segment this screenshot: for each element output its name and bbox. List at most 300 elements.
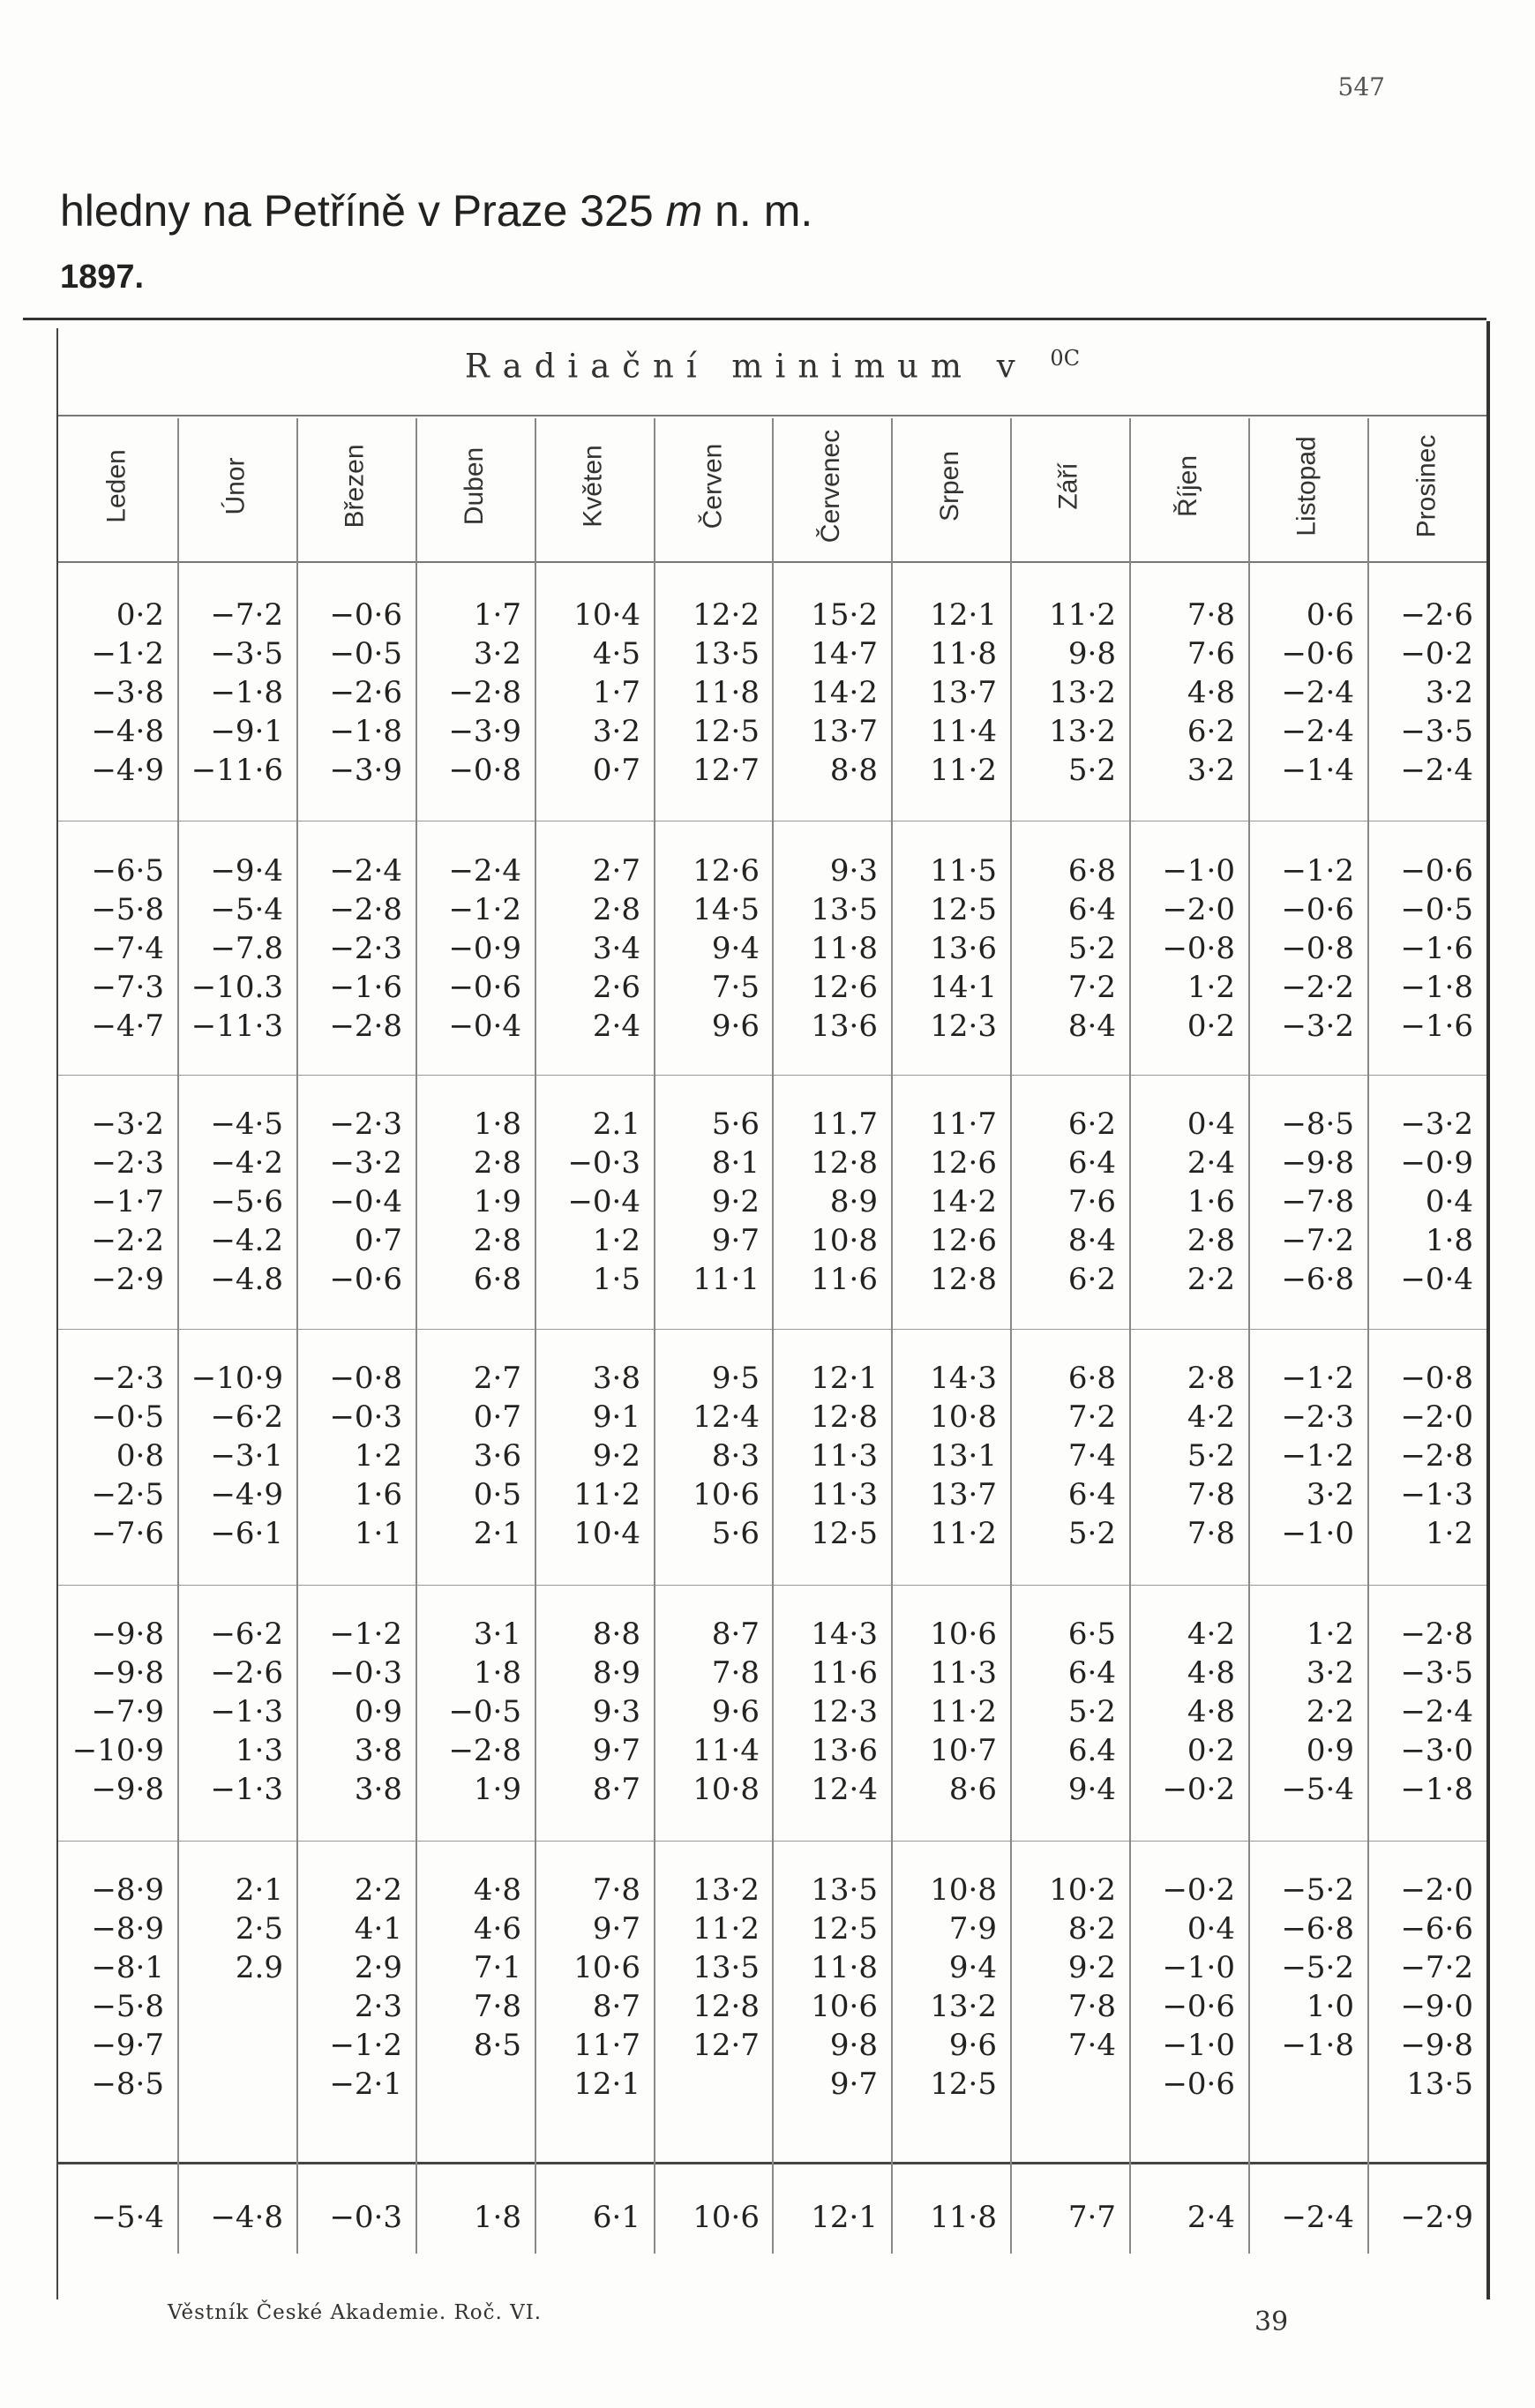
table-cell: −0·3	[329, 1399, 402, 1435]
table-cell: 12·8	[930, 1262, 997, 1297]
table-cell: −0·6	[448, 970, 521, 1005]
table-cell: −1·4	[1281, 753, 1354, 788]
table-cell: 6·8	[473, 1262, 521, 1297]
table-cell: 8·3	[711, 1438, 760, 1474]
table-cell: −3·1	[210, 1438, 283, 1474]
table-cell: 2·1	[235, 1872, 283, 1908]
month-label: Prosinec	[1411, 434, 1441, 538]
month-label: Červen	[698, 443, 727, 529]
table-cell: 2·4	[1187, 1145, 1235, 1181]
table-cell: 12·1	[573, 2067, 640, 2102]
table-cell: 4·8	[1187, 1694, 1235, 1729]
table-cell: −9·4	[210, 853, 283, 889]
table-cell: 9·8	[1067, 636, 1116, 671]
average-cell: 7·7	[1067, 2200, 1116, 2235]
table-cell: −1·8	[210, 675, 283, 710]
table-cell: −0·2	[1162, 1772, 1235, 1807]
table-cell: −2·8	[1400, 1438, 1473, 1474]
table-cell: −5·2	[1281, 1872, 1354, 1908]
table-cell: 9·7	[592, 1911, 640, 1947]
table-cell: 5·2	[1067, 753, 1116, 788]
table-cell: 2·2	[1306, 1694, 1354, 1729]
average-cell: 10·6	[693, 2200, 760, 2235]
average-cell: 2·4	[1187, 2200, 1235, 2235]
table-cell: −0·3	[567, 1145, 640, 1181]
table-cell: 7·9	[948, 1911, 997, 1947]
table-cell: 2·9	[354, 1950, 402, 1985]
average-cell: −2·4	[1281, 2200, 1354, 2235]
table-cell	[416, 2065, 534, 2104]
table-cell: 12·7	[693, 753, 760, 788]
table-cell: 9·7	[592, 1733, 640, 1768]
table-cell: 6·2	[1067, 1106, 1116, 1142]
table-cell: 9·8	[829, 2028, 878, 2063]
table-cell: 5·6	[711, 1106, 760, 1142]
table-cell: 13·6	[811, 1009, 878, 1044]
table-cell: 12·8	[693, 1989, 760, 2024]
table-cell: −0·3	[329, 1655, 402, 1691]
table-cell: 11·8	[693, 675, 760, 710]
table-cell: −8·1	[91, 1950, 164, 1985]
table-cell: 2·6	[592, 970, 640, 1005]
table-cell: −0·4	[1400, 1262, 1473, 1297]
table-cell: 7·8	[473, 1989, 521, 2024]
table-cell: 11·2	[930, 753, 997, 788]
table-cell: 12·1	[811, 1361, 878, 1396]
table-cell: 0·8	[116, 1438, 164, 1474]
table-cell: −2·4	[1281, 675, 1354, 710]
table-cell: −3·5	[1400, 1655, 1473, 1691]
table-cell: 1·3	[235, 1733, 283, 1768]
table-cell: 14·5	[693, 892, 760, 927]
month-label: Listopad	[1292, 436, 1322, 536]
table-cell: 9·7	[711, 1223, 760, 1258]
average-cell: −0·3	[329, 2200, 402, 2235]
table-cell: 2·4	[592, 1009, 640, 1044]
table-cell: 10·2	[1049, 1872, 1116, 1908]
table-cell: 9·4	[1067, 1772, 1116, 1807]
table-cell: 7·8	[1067, 1989, 1116, 2024]
table-cell: 12·4	[693, 1399, 760, 1435]
table-cell: 1·5	[592, 1262, 640, 1297]
table-cell: 3·2	[1425, 675, 1473, 710]
table-cell: 4·8	[473, 1872, 521, 1908]
page-number: 547	[1337, 72, 1385, 101]
table-cell: 7·4	[1067, 2028, 1116, 2063]
average-cell: 6·1	[592, 2200, 640, 2235]
table-cell: −4·7	[91, 1009, 164, 1044]
table-cell: −1·8	[1400, 1772, 1473, 1807]
title-unit: m	[665, 186, 703, 236]
table-cell: 1·1	[354, 1516, 402, 1551]
table-cell: −2·3	[329, 1106, 402, 1142]
table-cell: −2·8	[329, 892, 402, 927]
table-cell: 2·8	[473, 1145, 521, 1181]
table-cell: 10·8	[693, 1772, 760, 1807]
average-cell: 1·8	[473, 2200, 521, 2235]
table-cell: 2·8	[592, 892, 640, 927]
table-cell: −0·5	[91, 1399, 164, 1435]
table-cell: 2·8	[1187, 1361, 1235, 1396]
table-cell: 0·2	[1187, 1009, 1235, 1044]
table-cell: 2·5	[235, 1911, 283, 1947]
table-cell: 12·3	[811, 1694, 878, 1729]
table-cell: 1·2	[592, 1223, 640, 1258]
table-cell: −4·5	[210, 1106, 283, 1142]
table-cell: −2·3	[91, 1361, 164, 1396]
table-heading-unit: 0C	[1050, 346, 1081, 371]
table-cell: −1·2	[448, 892, 521, 927]
table-cell: −10·9	[191, 1361, 283, 1396]
table-cell: 2·8	[1187, 1223, 1235, 1258]
table-cell: −3·8	[91, 675, 164, 710]
average-cell: −4·8	[210, 2200, 283, 2235]
table-cell: 4·5	[592, 636, 640, 671]
table-cell: −1·3	[1400, 1477, 1473, 1512]
table-cell: −2·4	[1400, 1694, 1473, 1729]
table-cell: 6·4	[1067, 1655, 1116, 1691]
table-cell: 5·2	[1187, 1438, 1235, 1474]
table-cell: −6·8	[1281, 1262, 1354, 1297]
table-cell: 11·3	[811, 1438, 878, 1474]
table-cell: 13·2	[930, 1989, 997, 2024]
table-cell: −9·1	[210, 714, 283, 749]
table-cell: −1·2	[1281, 853, 1354, 889]
table-cell: 11·5	[930, 853, 997, 889]
table-cell: −6·2	[210, 1617, 283, 1652]
table-cell: 0·4	[1425, 1184, 1473, 1219]
table-cell: 4·6	[473, 1911, 521, 1947]
table-cell: 7·8	[1187, 1516, 1235, 1551]
table-cell: −9·8	[91, 1772, 164, 1807]
table-cell: 11·2	[1049, 597, 1116, 633]
table-cell: 11·4	[693, 1733, 760, 1768]
table-cell: −2·8	[448, 675, 521, 710]
table-heading-text: Radiační minimum v	[464, 347, 1051, 386]
table-cell: 10·8	[811, 1223, 878, 1258]
table-cell: 1·7	[592, 675, 640, 710]
table-cell: −1·2	[329, 2028, 402, 2063]
table-cell: −9·7	[91, 2028, 164, 2063]
table-cell: −7·3	[91, 970, 164, 1005]
table-cell: 8·7	[592, 1772, 640, 1807]
table-cell	[1248, 2065, 1367, 2104]
table-cell: 13·5	[693, 1950, 760, 1985]
table-cell: −2·6	[329, 675, 402, 710]
month-label: Březen	[341, 444, 370, 529]
footer-sheet-number: 39	[1254, 2307, 1289, 2337]
table-cell: 3·2	[473, 636, 521, 671]
table-cell: −5·2	[1281, 1950, 1354, 1985]
table-cell: 11·8	[930, 636, 997, 671]
table-cell: −0·6	[329, 597, 402, 633]
table-cell: 5·6	[711, 1516, 760, 1551]
table-cell: 12·8	[811, 1399, 878, 1435]
table-cell: −7·2	[210, 597, 283, 633]
table-cell: −2·0	[1400, 1399, 1473, 1435]
table-cell: 8·8	[829, 753, 878, 788]
table-cell: −4.2	[210, 1223, 283, 1258]
table-cell: −1·8	[1281, 2028, 1354, 2063]
table-cell: 12·5	[693, 714, 760, 749]
table-cell: 6·4	[1067, 1477, 1116, 1512]
table-cell: −4·9	[91, 753, 164, 788]
table-cell: 8·7	[592, 1989, 640, 2024]
table-cell: 12·5	[930, 2067, 997, 2102]
table-cell: −0·6	[1400, 853, 1473, 889]
table-cell: −4.8	[210, 1262, 283, 1297]
table-cell: −1·0	[1162, 1950, 1235, 1985]
table-cell: 9·4	[711, 931, 760, 966]
month-label: Srpen	[935, 450, 964, 522]
table-cell	[177, 2026, 296, 2065]
table-cell: 7·4	[1067, 1438, 1116, 1474]
table-cell: −8·5	[91, 2067, 164, 2102]
table-cell: 3·8	[592, 1361, 640, 1396]
table-cell: 9·3	[592, 1694, 640, 1729]
table-cell: 1·9	[473, 1184, 521, 1219]
table-cell: 10·6	[573, 1950, 640, 1985]
table-cell: −1·6	[1400, 931, 1473, 966]
table-cell: 8·2	[1067, 1911, 1116, 1947]
table-cell: −0·4	[448, 1009, 521, 1044]
table-cell: 12·5	[811, 1516, 878, 1551]
table-cell: 12·3	[930, 1009, 997, 1044]
month-label: Červenec	[816, 429, 845, 544]
table-cell: −11·3	[191, 1009, 283, 1044]
table-cell: −3·0	[1400, 1733, 1473, 1768]
table-cell: −2·0	[1400, 1872, 1473, 1908]
table-cell: 14·7	[811, 636, 878, 671]
table-cell: −6·6	[1400, 1911, 1473, 1947]
table-cell: 0·7	[354, 1223, 402, 1258]
table-cell: −5·8	[91, 1989, 164, 2024]
table-cell: 4·8	[1187, 675, 1235, 710]
table-cell: 1·8	[1425, 1223, 1473, 1258]
table-cell: −3·2	[1400, 1106, 1473, 1142]
table-cell: 2·2	[354, 1872, 402, 1908]
table-cell: −2·4	[1281, 714, 1354, 749]
table-cell: 13·2	[1049, 714, 1116, 749]
table-cell: −0·8	[1400, 1361, 1473, 1396]
table-cell: 7·8	[1187, 597, 1235, 633]
table-cell: 12·8	[811, 1145, 878, 1181]
table-cell: 8·7	[711, 1617, 760, 1652]
table-cell: 11·2	[573, 1477, 640, 1512]
table-cell: 8·4	[1067, 1009, 1116, 1044]
table-cell: 11·7	[930, 1106, 997, 1142]
table-cell: 3·2	[1187, 753, 1235, 788]
table-cell: 1·6	[354, 1477, 402, 1512]
table-cell: 0·4	[1187, 1911, 1235, 1947]
table-cell: 0·7	[473, 1399, 521, 1435]
table-cell: 8·9	[592, 1655, 640, 1691]
table-cell: −3·5	[1400, 714, 1473, 749]
month-header-12	[1367, 416, 1486, 556]
table-cell: 8·4	[1067, 1223, 1116, 1258]
table-cell: 3·6	[473, 1438, 521, 1474]
table-cell: 6·2	[1187, 714, 1235, 749]
table-cell: 1·7	[473, 597, 521, 633]
table-cell: 8·6	[948, 1772, 997, 1807]
table-cell: 13·2	[693, 1872, 760, 1908]
table-cell: −0·9	[1400, 1145, 1473, 1181]
table-cell: 9·6	[711, 1009, 760, 1044]
table-cell: −6·5	[91, 853, 164, 889]
table-cell: 1·2	[1306, 1617, 1354, 1652]
table-cell: −1·2	[1281, 1438, 1354, 1474]
table-cell	[1010, 2065, 1128, 2104]
month-header-11	[1248, 416, 1367, 556]
table-cell: 6·5	[1067, 1617, 1116, 1652]
table-cell: −9·0	[1400, 1989, 1473, 2024]
table-cell: 11·3	[930, 1655, 997, 1691]
table-cell: 3·2	[1306, 1477, 1354, 1512]
table-cell: 6·8	[1067, 1361, 1116, 1396]
table-cell: 4·2	[1187, 1617, 1235, 1652]
title-text: hledny na Petříně v Praze 325	[60, 186, 666, 236]
table-cell: 9·5	[711, 1361, 760, 1396]
table-cell: −0·2	[1400, 636, 1473, 671]
month-label: Duben	[460, 446, 489, 526]
table-cell: −4·9	[210, 1477, 283, 1512]
table-cell: −1·7	[91, 1184, 164, 1219]
table-cell: 12·6	[811, 970, 878, 1005]
table-cell: 7·8	[592, 1872, 640, 1908]
table-cell: −0·8	[1281, 931, 1354, 966]
table-cell: −0·9	[448, 931, 521, 966]
table-cell: −2·3	[1281, 1399, 1354, 1435]
table-cell: −4·8	[91, 714, 164, 749]
table-cell: −1·2	[91, 636, 164, 671]
table-cell: 14·2	[930, 1184, 997, 1219]
table-cell: −9·8	[91, 1617, 164, 1652]
table-cell	[177, 1987, 296, 2026]
table-cell: −2·8	[1400, 1617, 1473, 1652]
table-cell: 8·8	[592, 1617, 640, 1652]
page-year: 1897.	[60, 259, 145, 296]
table-cell: −5·4	[1281, 1772, 1354, 1807]
month-header-1	[58, 416, 176, 556]
table-cell: 1·2	[1187, 970, 1235, 1005]
table-cell: 11·7	[573, 2028, 640, 2063]
table-cell: 13·6	[811, 1733, 878, 1768]
table-cell: 7·2	[1067, 1399, 1116, 1435]
table-cell: 11·3	[811, 1477, 878, 1512]
table-cell: 1·2	[1425, 1516, 1473, 1551]
table-right-border	[1486, 321, 1490, 2299]
month-header-7	[772, 416, 890, 556]
table-cell: 13·7	[811, 714, 878, 749]
table-cell: 4·1	[354, 1911, 402, 1947]
table-cell: −2·2	[1281, 970, 1354, 1005]
table-cell: 4·2	[1187, 1399, 1235, 1435]
table-cell: 11·2	[930, 1516, 997, 1551]
month-header-3	[296, 416, 415, 556]
table-cell: −4·2	[210, 1145, 283, 1181]
table-cell: −7·9	[91, 1694, 164, 1729]
table-cell: −0·6	[1162, 2067, 1235, 2102]
table-cell: 6·8	[1067, 853, 1116, 889]
table-cell: 9·2	[1067, 1950, 1116, 1985]
table-cell: 2·7	[592, 853, 640, 889]
table-cell: 7·6	[1067, 1184, 1116, 1219]
table-cell: 10·4	[573, 1516, 640, 1551]
table-cell: 9·1	[592, 1399, 640, 1435]
table-cell: 4·8	[1187, 1655, 1235, 1691]
table-cell: 12·2	[693, 597, 760, 633]
table-cell: −7·2	[1400, 1950, 1473, 1985]
month-label: Leden	[102, 449, 131, 523]
table-cell: 12·5	[930, 892, 997, 927]
table-cell: −7·8	[1281, 1184, 1354, 1219]
table-cell: 1·8	[473, 1106, 521, 1142]
table-cell: 10·7	[930, 1733, 997, 1768]
table-cell: 13·1	[930, 1438, 997, 1474]
table-cell: −0·5	[329, 636, 402, 671]
table-cell: 1·9	[473, 1772, 521, 1807]
table-cell: −2·6	[210, 1655, 283, 1691]
table-heading	[58, 346, 1486, 385]
table-cell: 13·7	[930, 1477, 997, 1512]
table-cell: 2·3	[354, 1989, 402, 2024]
month-header-6	[654, 416, 772, 556]
table-cell: 9·4	[948, 1950, 997, 1985]
table-cell: 11·6	[811, 1262, 878, 1297]
month-header-10	[1129, 416, 1247, 556]
table-cell: 0·4	[1187, 1106, 1235, 1142]
table-cell: −2·8	[448, 1733, 521, 1768]
table-cell: 5·2	[1067, 931, 1116, 966]
table-cell: −8·9	[91, 1872, 164, 1908]
table-cell: 7·8	[711, 1655, 760, 1691]
table-cell: 5·2	[1067, 1516, 1116, 1551]
table-cell: 1·6	[1187, 1184, 1235, 1219]
table-cell: −1·0	[1162, 2028, 1235, 2063]
table-cell: 14·3	[930, 1361, 997, 1396]
table-cell: 6·4	[1067, 1145, 1116, 1181]
table-cell: −2·4	[1400, 753, 1473, 788]
table-cell: −0·4	[567, 1184, 640, 1219]
table-cell: 13·5	[1406, 2067, 1473, 2102]
table-cell: 6·2	[1067, 1262, 1116, 1297]
table-cell: 7·8	[1187, 1477, 1235, 1512]
table-cell: −1·0	[1162, 853, 1235, 889]
table-cell: 11·8	[811, 931, 878, 966]
table-cell: 12·4	[811, 1772, 878, 1807]
table-cell: 11·2	[930, 1694, 997, 1729]
table-cell: 13·6	[930, 931, 997, 966]
table-cell: 7·6	[1187, 636, 1235, 671]
table-cell: 9·3	[829, 853, 878, 889]
table-cell: 3·4	[592, 931, 640, 966]
table-cell: 15·2	[811, 597, 878, 633]
table-cell: 10·6	[930, 1617, 997, 1652]
table-cell: −0·2	[1162, 1872, 1235, 1908]
table-cell: −3·2	[1281, 1009, 1354, 1044]
month-header-9	[1010, 416, 1128, 556]
table-cell: −1·6	[329, 970, 402, 1005]
table-cell: −1·6	[1400, 1009, 1473, 1044]
table-cell: 9·2	[711, 1184, 760, 1219]
table-cell: −1·8	[1400, 970, 1473, 1005]
table-cell: 3·2	[1306, 1655, 1354, 1691]
table-cell: −6·8	[1281, 1911, 1354, 1947]
table-cell: 12·5	[811, 1911, 878, 1947]
month-label: Říjen	[1172, 454, 1202, 518]
table-cell: 7·1	[473, 1950, 521, 1985]
table-cell: 1·8	[473, 1655, 521, 1691]
